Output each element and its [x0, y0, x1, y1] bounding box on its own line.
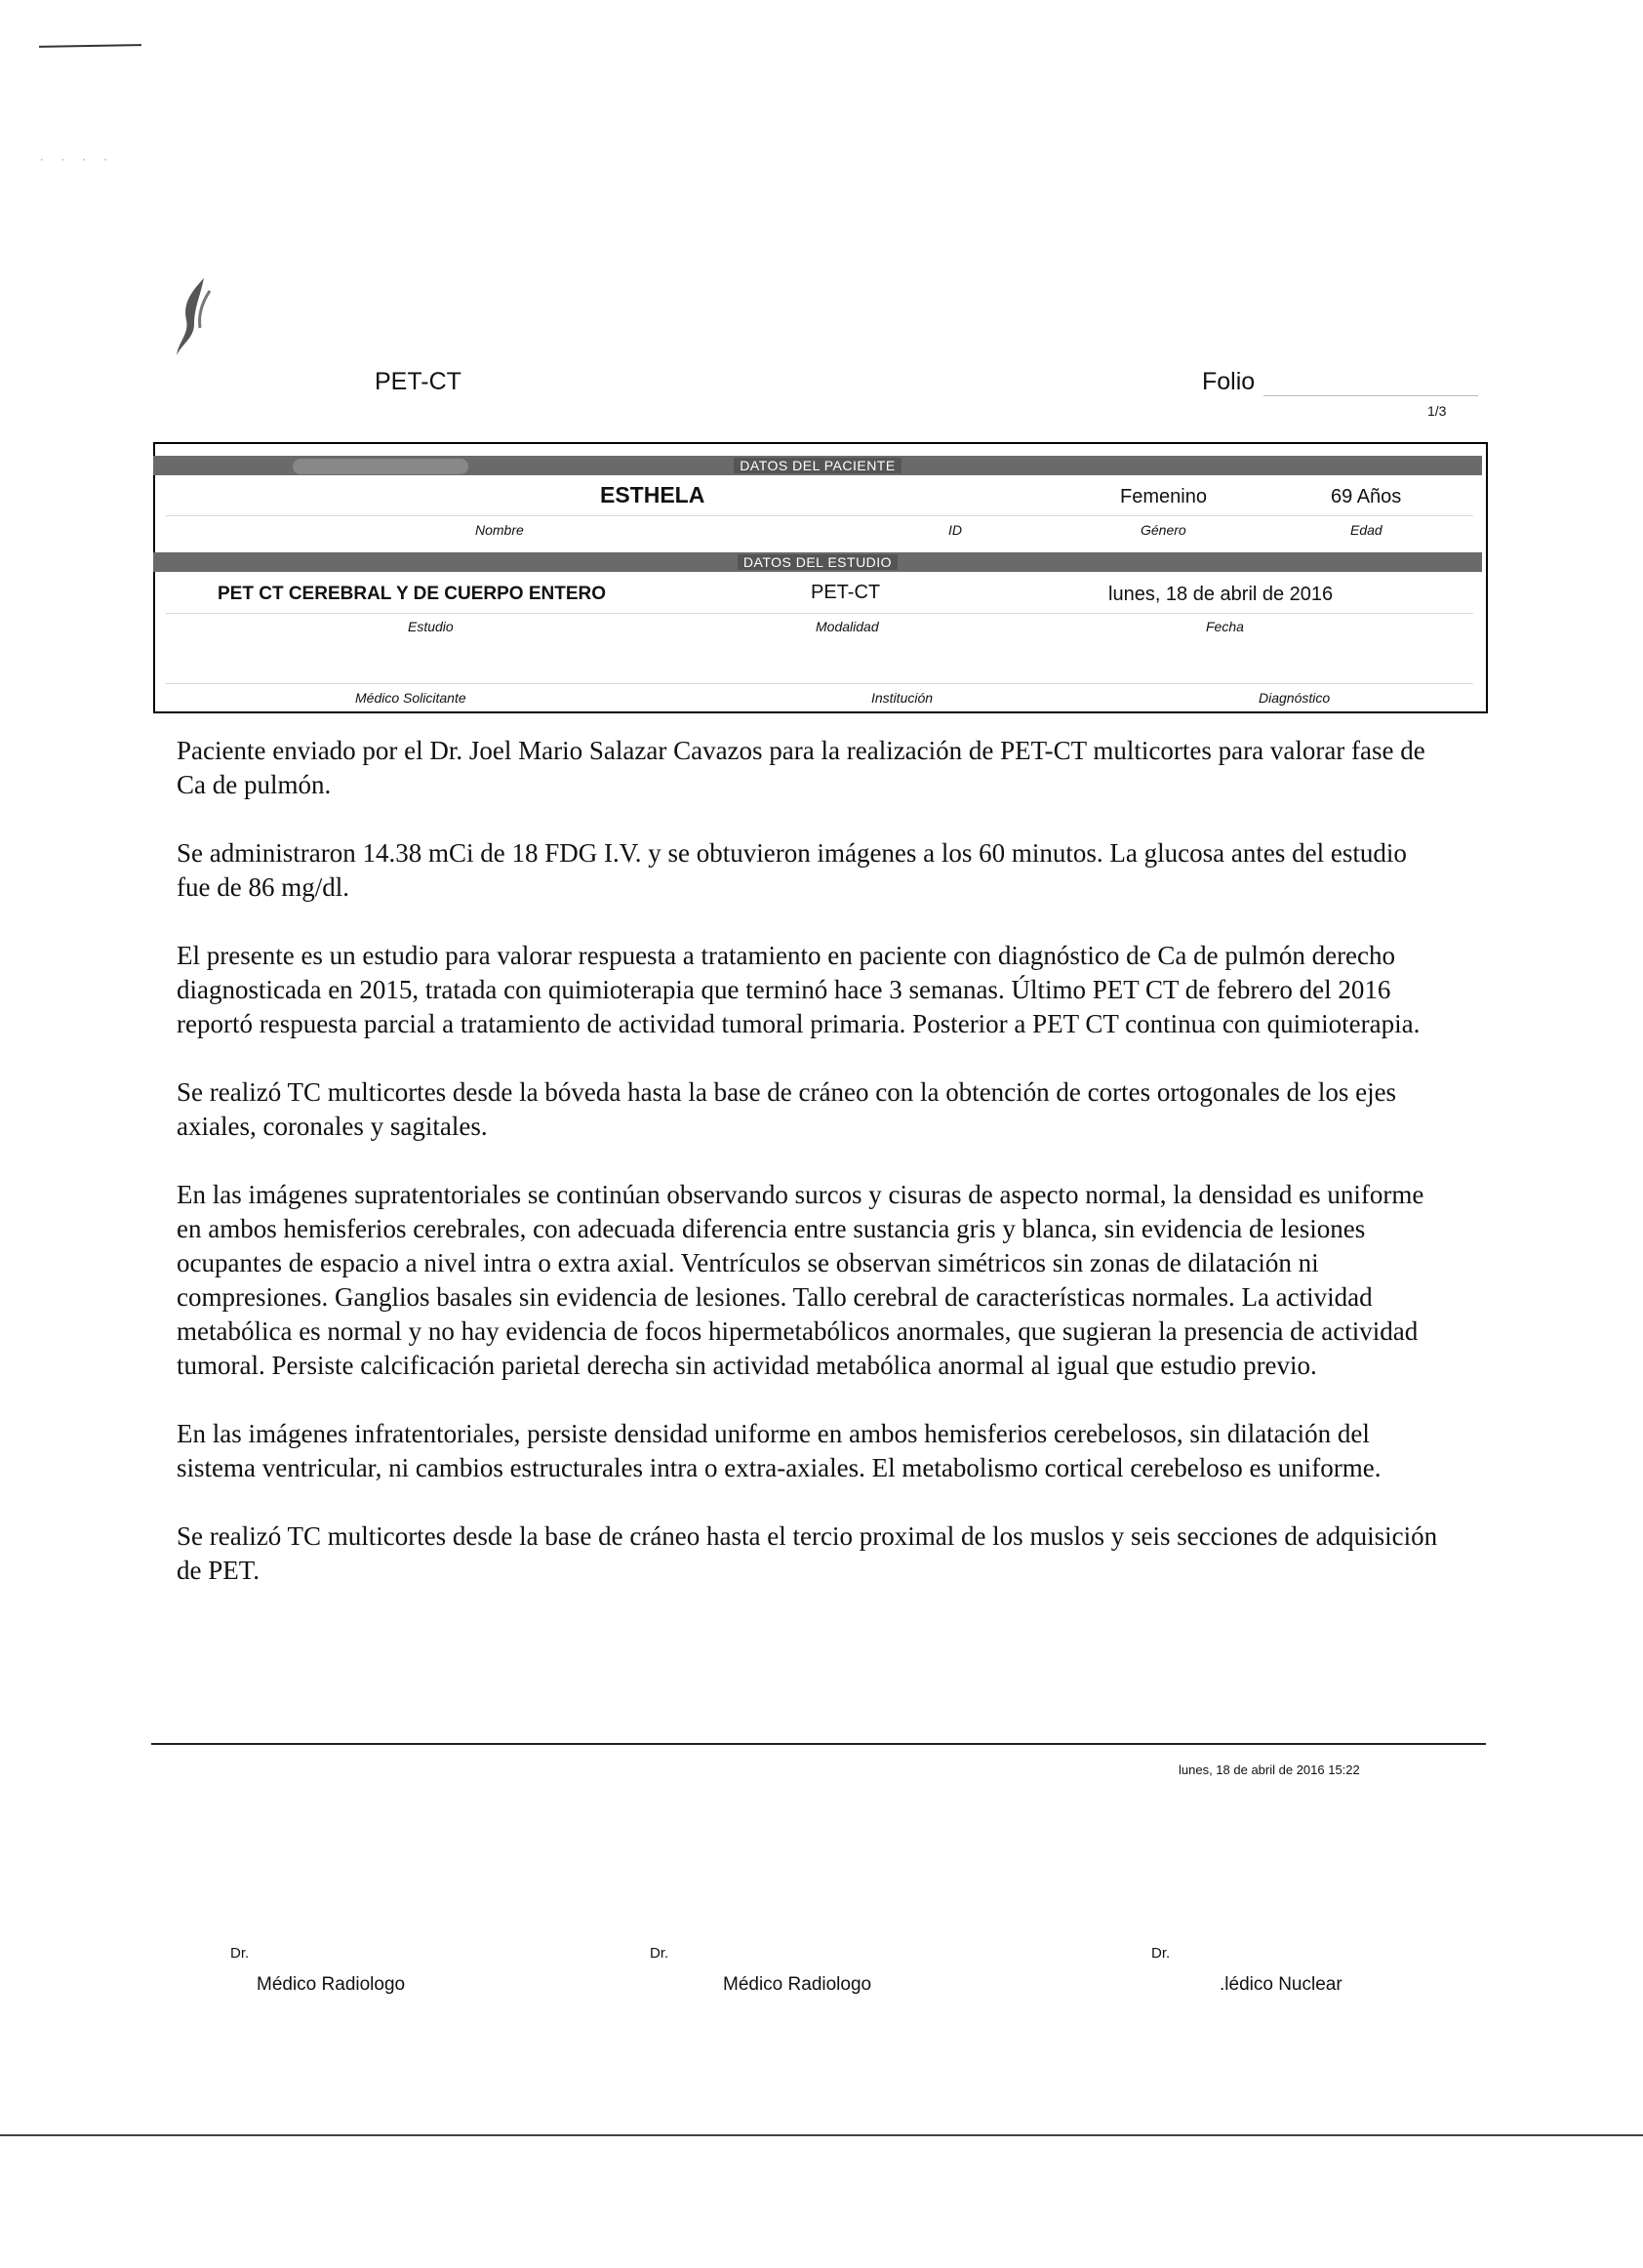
date-label: Fecha — [1206, 619, 1244, 634]
age-label: Edad — [1350, 522, 1383, 538]
footer-divider — [151, 1743, 1486, 1745]
page-number: 1/3 — [1427, 403, 1447, 419]
report-paragraph: El presente es un estudio para valorar respuesta a tratamiento en paciente con diagnóstico de Ca de pulmón derecho diagnosticada en 2015, tratada con quimioterapia que terminó hace 3 semanas. Último PET CT de febrero del 2016 reportó respuesta parcial a tratamiento de actividad tumoral primaria. Posterior a PET CT continua con quimioterapia. — [177, 941, 1421, 1038]
report-body — [177, 734, 1445, 1622]
report-paragraph: En las imágenes infratentoriales, persiste densidad uniforme en ambos hemisferios cerebelosos, sin dilatación del sistema ventricular, ni cambios estructurales intra o extra-axiales. El metabolismo cortical cerebeloso es uniforme. — [177, 1419, 1382, 1482]
study-name: PET CT CEREBRAL Y DE CUERPO ENTERO — [218, 584, 607, 604]
folio-line — [1263, 395, 1478, 396]
patient-name: ESTHELA — [600, 482, 705, 507]
row-divider — [166, 515, 1473, 516]
modality-label: Modalidad — [816, 619, 879, 634]
signature-role: Médico Radiologo — [723, 1974, 872, 1995]
gender-label: Género — [1141, 522, 1186, 538]
patient-section-header: DATOS DEL PACIENTE — [153, 456, 1482, 475]
study-date: lunes, 18 de abril de 2016 — [1108, 584, 1334, 605]
report-timestamp: lunes, 18 de abril de 2016 15:22 — [1179, 1762, 1360, 1777]
patient-gender: Femenino — [1120, 486, 1207, 507]
clinic-logo — [171, 273, 220, 371]
study-modality: PET-CT — [811, 582, 881, 603]
report-paragraph: En las imágenes supratentoriales se continúan observando surcos y cisuras de aspecto normal, la densidad es uniforme en ambos hemisferios cerebrales, con adecuada diferencia entre sustancia gris y blanca, sin evidencia de lesiones ocupantes de espacio a nivel intra o extra axial. Ventrículos se observan simétricos sin zonas de dilatación ni compresiones. Ganglios basales sin evidencia de lesiones. Tallo cerebral de características normales. La actividad metabólica es normal y no hay evidencia de focos hipermetabólicos anormales, que sugieran la presencia de actividad tumoral. Persiste calcificación parietal derecha sin actividad metabólica anormal al igual que estudio previo. — [177, 1180, 1424, 1380]
scan-smudge: · · · · — [39, 151, 114, 168]
study-section-header: DATOS DEL ESTUDIO — [153, 552, 1482, 572]
physician-label: Médico Solicitante — [355, 690, 466, 706]
patient-study-box — [153, 442, 1488, 713]
report-paragraph: Paciente enviado por el Dr. Joel Mario Salazar Cavazos para la realización de PET-CT multicortes para valorar fase de Ca de pulmón. — [177, 736, 1425, 799]
signature-prefix: Dr. — [230, 1945, 250, 1962]
study-label: Estudio — [408, 619, 454, 634]
report-paragraph: Se realizó TC multicortes desde la base de cráneo hasta el tercio proximal de los muslos y seis secciones de adquisición de PET. — [177, 1521, 1438, 1585]
row-divider — [166, 613, 1473, 614]
signature-prefix: Dr. — [1151, 1945, 1171, 1962]
institution-label: Institución — [871, 690, 934, 706]
name-label: Nombre — [475, 522, 524, 538]
study-type-header: PET-CT — [375, 368, 461, 395]
scan-mark — [39, 44, 141, 48]
report-paragraph: Se realizó TC multicortes desde la bóveda hasta la base de cráneo con la obtención de cortes ortogonales de los ejes axiales, coronales y sagitales. — [177, 1077, 1397, 1141]
signature-role: Médico Radiologo — [257, 1974, 406, 1995]
diagnosis-label: Diagnóstico — [1259, 690, 1331, 706]
row-divider — [166, 683, 1473, 684]
signature-prefix: Dr. — [650, 1945, 669, 1962]
folio-label: Folio — [1202, 368, 1256, 395]
signature-role: .lédico Nuclear — [1220, 1974, 1342, 1995]
report-paragraph: Se administraron 14.38 mCi de 18 FDG I.V. y se obtuvieron imágenes a los 60 minutos. La glucosa antes del estudio fue de 86 mg/dl. — [177, 838, 1407, 902]
patient-age: 69 Años — [1331, 486, 1402, 507]
id-label: ID — [948, 522, 962, 538]
redacted-area — [293, 459, 468, 474]
page-bottom-line — [0, 2134, 1643, 2136]
